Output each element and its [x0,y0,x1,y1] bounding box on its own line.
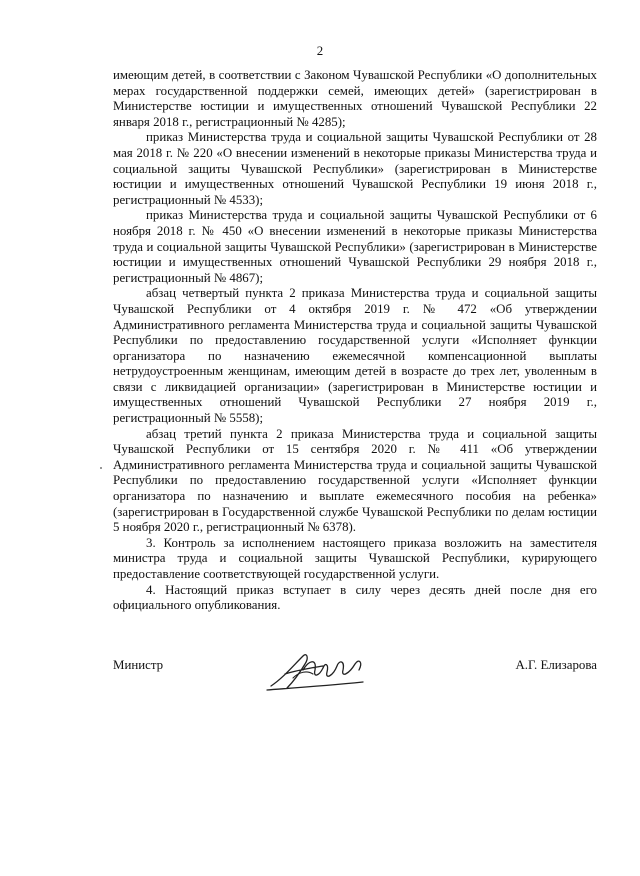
paragraph-order-220: приказ Министерства труда и социальной защиты Чувашской Республики от 28 мая 2018 г. № 220 «О внесении изменений в некоторые приказы Министерства труда и социальной защиты Чувашской Республики» (зарегистрирован в Министерстве юстиции и имущественных отношений Чувашской Республики 19 июня 2018 г., регистрационный № 4533); [113,130,597,207]
signature-block [113,648,597,698]
paragraph-control-clause: 3. Контроль за исполнением настоящего приказа возложить на заместителя министра труда и социальной защиты Чувашской Республики, курирующего предоставление соответствующей государственной услуги. [113,535,597,581]
signatory-title: Министр [113,658,164,672]
paragraph-order-411: абзац третий пункта 2 приказа Министерства труда и социальной защиты Чувашской Республики от 15 сентября 2020 г. № 411 «Об утверждении Административного регламента Министерства труда и социальной защиты Чувашской Республики по предоставлению государственной услуги «Исполняет функции организатора по назначению и выплате ежемесячного пособия на ребенка» (зарегистрирован в Государственной службе Чувашской Республики по делам юстиции 5 ноября 2020 г., регистрационный № 6378). [113,426,597,535]
margin-dot [100,467,102,469]
paragraph-effective-clause: 4. Настоящий приказ вступает в силу через десять дней после дня его официального опубликования. [113,582,597,613]
paragraph-order-450: приказ Министерства труда и социальной защиты Чувашской Республики от 6 ноября 2018 г. № 450 «О внесении изменений в некоторые приказы Министерства труда и социальной защиты Чувашской Республики» (зарегистрирован в Министерстве юстиции и имущественных отношений Чувашской Республики 29 ноября 2018 г., регистрационный № 4867); [113,208,597,285]
signatory-name: А.Г. Елизарова [515,658,597,672]
page-number: 2 [316,44,324,58]
paragraph-continuation: имеющим детей, в соответствии с Законом Чувашской Республики «О дополнительных мерах государственной поддержки семей, имеющих детей» (зарегистрирован в Министерстве юстиции и имущественных отношений Чувашской Республики 22 января 2018 г., регистрационный № 4285); [113,68,597,129]
handwritten-signature-icon [263,648,373,694]
paragraph-order-472: абзац четвертый пункта 2 приказа Министерства труда и социальной защиты Чувашской Республики от 4 октября 2019 г. № 472 «Об утверждении Административного регламента Министерства труда и социальной защиты Чувашской Республики по предоставлению государственной услуги «Исполняет функции организатора по назначению ежемесячной компенсационной выплаты нетрудоустроенным женщинам, имеющим детей в возрасте до трех лет, уволенным в связи с ликвидацией организации» (зарегистрирован в Министерстве юстиции и имущественных отношений Чувашской Республики 27 ноября 2019 г., регистрационный № 5558); [113,286,597,426]
document-body [113,68,597,614]
